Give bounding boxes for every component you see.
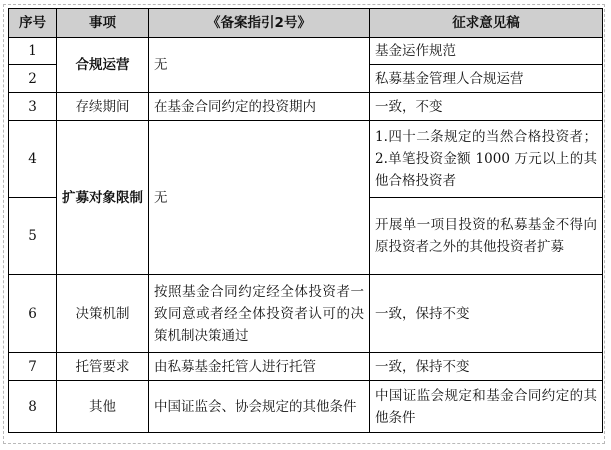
row-item: 决策机制 [57,275,149,353]
row-draft: 中国证监会规定和基金合同约定的其他条件 [370,381,603,433]
row-item: 合规运营 [57,38,149,93]
row-guideline: 中国证监会、协会规定的其他条件 [149,381,370,433]
row-draft: 私募基金管理人合规运营 [370,65,603,93]
row-draft: 一致，保持不变 [370,353,603,381]
row-guideline: 按照基金合同约定经全体投资者一致同意或者经全体投资者认可的决策机制决策通过 [149,275,370,353]
row-draft: 基金运作规范 [370,38,603,65]
row-item: 存续期间 [57,93,149,121]
row-number: 1 [9,38,57,65]
row-number: 4 [9,121,57,198]
row-guideline: 由私募基金托管人进行托管 [149,353,370,381]
row-draft: 一致，保持不变 [370,275,603,353]
table-row [9,93,603,121]
row-item: 托管要求 [57,353,149,381]
comparison-table [8,8,603,433]
table-row [9,121,603,198]
table-row [9,275,603,353]
table-row [9,38,603,65]
row-item: 扩募对象限制 [57,121,149,275]
row-draft: 一致，不变 [370,93,603,121]
table-row [9,381,603,433]
row-item: 其他 [57,381,149,433]
row-guideline: 无 [149,38,370,93]
row-number: 6 [9,275,57,353]
table-header-row [9,9,603,38]
header-guideline: 《备案指引2号》 [149,9,370,38]
header-index: 序号 [9,9,57,38]
header-draft: 征求意见稿 [370,9,603,38]
row-guideline: 无 [149,121,370,275]
row-number: 8 [9,381,57,433]
row-guideline: 在基金合同约定的投资期内 [149,93,370,121]
row-number: 3 [9,93,57,121]
table-row [9,353,603,381]
row-number: 5 [9,198,57,275]
header-item: 事项 [57,9,149,38]
row-number: 7 [9,353,57,381]
row-draft: 开展单一项目投资的私募基金不得向原投资者之外的其他投资者扩募 [370,198,603,275]
row-number: 2 [9,65,57,93]
row-draft: 1.四十二条规定的当然合格投资者；2.单笔投资金额 1000 万元以上的其他合格投资者 [370,121,603,198]
